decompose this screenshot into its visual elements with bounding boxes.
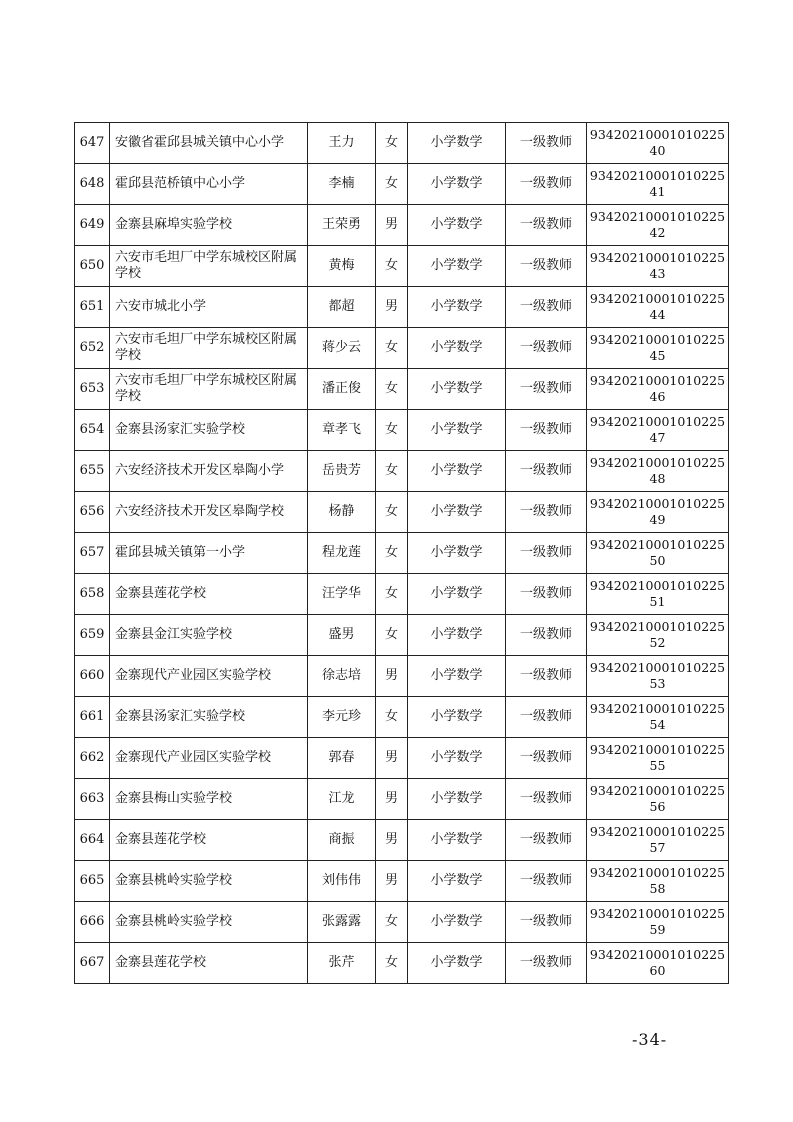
teacher-name-cell: 程龙莲	[308, 533, 376, 574]
subject-cell: 小学数学	[408, 574, 506, 615]
school-name-cell: 金寨县莲花学校	[110, 820, 308, 861]
professional-title-cell: 一级教师	[506, 656, 587, 697]
certificate-number-cell: 93420210001010225 55	[587, 738, 729, 779]
subject-cell: 小学数学	[408, 451, 506, 492]
teacher-name-cell: 章孝飞	[308, 410, 376, 451]
table-row	[75, 164, 729, 205]
school-name-cell: 霍邱县范桥镇中心小学	[110, 164, 308, 205]
subject-cell: 小学数学	[408, 615, 506, 656]
row-number-cell: 663	[75, 779, 110, 820]
teacher-name-cell: 刘伟伟	[308, 861, 376, 902]
certificate-number-cell: 93420210001010225 51	[587, 574, 729, 615]
row-number-cell: 657	[75, 533, 110, 574]
school-name-cell: 金寨现代产业园区实验学校	[110, 656, 308, 697]
professional-title-cell: 一级教师	[506, 861, 587, 902]
certificate-number-cell: 93420210001010225 44	[587, 287, 729, 328]
subject-cell: 小学数学	[408, 287, 506, 328]
subject-cell: 小学数学	[408, 164, 506, 205]
gender-cell: 女	[376, 697, 408, 738]
row-number-cell: 655	[75, 451, 110, 492]
gender-cell: 女	[376, 492, 408, 533]
subject-cell: 小学数学	[408, 697, 506, 738]
gender-cell: 男	[376, 779, 408, 820]
row-number-cell: 662	[75, 738, 110, 779]
teacher-name-cell: 商振	[308, 820, 376, 861]
gender-cell: 女	[376, 451, 408, 492]
row-number-cell: 654	[75, 410, 110, 451]
teacher-name-cell: 王荣勇	[308, 205, 376, 246]
teacher-name-cell: 李楠	[308, 164, 376, 205]
school-name-cell: 金寨县桃岭实验学校	[110, 902, 308, 943]
school-name-cell: 六安经济技术开发区皋陶小学	[110, 451, 308, 492]
school-name-cell: 安徽省霍邱县城关镇中心小学	[110, 123, 308, 164]
row-number-cell: 647	[75, 123, 110, 164]
teacher-name-cell: 蒋少云	[308, 328, 376, 369]
professional-title-cell: 一级教师	[506, 410, 587, 451]
professional-title-cell: 一级教师	[506, 697, 587, 738]
certificate-number-cell: 93420210001010225 48	[587, 451, 729, 492]
professional-title-cell: 一级教师	[506, 615, 587, 656]
professional-title-cell: 一级教师	[506, 451, 587, 492]
table-row	[75, 656, 729, 697]
school-name-cell: 金寨县莲花学校	[110, 943, 308, 984]
teacher-name-cell: 徐志培	[308, 656, 376, 697]
row-number-cell: 649	[75, 205, 110, 246]
subject-cell: 小学数学	[408, 369, 506, 410]
table-row	[75, 246, 729, 287]
row-number-cell: 656	[75, 492, 110, 533]
teacher-roster-table	[74, 122, 729, 984]
table-row	[75, 205, 729, 246]
table-row	[75, 943, 729, 984]
school-name-cell: 金寨县梅山实验学校	[110, 779, 308, 820]
school-name-cell: 金寨县汤家汇实验学校	[110, 410, 308, 451]
certificate-number-cell: 93420210001010225 41	[587, 164, 729, 205]
teacher-name-cell: 汪学华	[308, 574, 376, 615]
gender-cell: 女	[376, 902, 408, 943]
professional-title-cell: 一级教师	[506, 574, 587, 615]
gender-cell: 男	[376, 738, 408, 779]
certificate-number-cell: 93420210001010225 40	[587, 123, 729, 164]
subject-cell: 小学数学	[408, 861, 506, 902]
gender-cell: 女	[376, 943, 408, 984]
professional-title-cell: 一级教师	[506, 738, 587, 779]
certificate-number-cell: 93420210001010225 52	[587, 615, 729, 656]
certificate-number-cell: 93420210001010225 45	[587, 328, 729, 369]
gender-cell: 男	[376, 656, 408, 697]
table-row	[75, 287, 729, 328]
table-row	[75, 738, 729, 779]
gender-cell: 女	[376, 369, 408, 410]
subject-cell: 小学数学	[408, 902, 506, 943]
row-number-cell: 667	[75, 943, 110, 984]
row-number-cell: 650	[75, 246, 110, 287]
gender-cell: 男	[376, 861, 408, 902]
gender-cell: 女	[376, 123, 408, 164]
certificate-number-cell: 93420210001010225 60	[587, 943, 729, 984]
school-name-cell: 六安市毛坦厂中学东城校区附属学校	[110, 328, 308, 369]
professional-title-cell: 一级教师	[506, 779, 587, 820]
teacher-name-cell: 郭春	[308, 738, 376, 779]
gender-cell: 女	[376, 615, 408, 656]
gender-cell: 女	[376, 410, 408, 451]
subject-cell: 小学数学	[408, 205, 506, 246]
subject-cell: 小学数学	[408, 123, 506, 164]
school-name-cell: 金寨县金江实验学校	[110, 615, 308, 656]
certificate-number-cell: 93420210001010225 47	[587, 410, 729, 451]
professional-title-cell: 一级教师	[506, 369, 587, 410]
teacher-name-cell: 张芹	[308, 943, 376, 984]
row-number-cell: 664	[75, 820, 110, 861]
certificate-number-cell: 93420210001010225 43	[587, 246, 729, 287]
table-row	[75, 451, 729, 492]
table-row	[75, 492, 729, 533]
school-name-cell: 六安市毛坦厂中学东城校区附属学校	[110, 246, 308, 287]
row-number-cell: 652	[75, 328, 110, 369]
certificate-number-cell: 93420210001010225 42	[587, 205, 729, 246]
school-name-cell: 金寨现代产业园区实验学校	[110, 738, 308, 779]
gender-cell: 女	[376, 328, 408, 369]
subject-cell: 小学数学	[408, 410, 506, 451]
row-number-cell: 658	[75, 574, 110, 615]
subject-cell: 小学数学	[408, 246, 506, 287]
certificate-number-cell: 93420210001010225 57	[587, 820, 729, 861]
professional-title-cell: 一级教师	[506, 205, 587, 246]
teacher-name-cell: 盛男	[308, 615, 376, 656]
professional-title-cell: 一级教师	[506, 123, 587, 164]
table-row	[75, 369, 729, 410]
teacher-name-cell: 岳贵芳	[308, 451, 376, 492]
school-name-cell: 六安经济技术开发区皋陶学校	[110, 492, 308, 533]
school-name-cell: 金寨县桃岭实验学校	[110, 861, 308, 902]
table-row	[75, 410, 729, 451]
professional-title-cell: 一级教师	[506, 820, 587, 861]
professional-title-cell: 一级教师	[506, 902, 587, 943]
professional-title-cell: 一级教师	[506, 492, 587, 533]
certificate-number-cell: 93420210001010225 50	[587, 533, 729, 574]
school-name-cell: 金寨县汤家汇实验学校	[110, 697, 308, 738]
row-number-cell: 659	[75, 615, 110, 656]
table-row	[75, 902, 729, 943]
subject-cell: 小学数学	[408, 738, 506, 779]
certificate-number-cell: 93420210001010225 46	[587, 369, 729, 410]
subject-cell: 小学数学	[408, 820, 506, 861]
school-name-cell: 霍邱县城关镇第一小学	[110, 533, 308, 574]
table-row	[75, 615, 729, 656]
table-row	[75, 533, 729, 574]
professional-title-cell: 一级教师	[506, 164, 587, 205]
table-body	[75, 123, 729, 984]
row-number-cell: 666	[75, 902, 110, 943]
row-number-cell: 648	[75, 164, 110, 205]
gender-cell: 男	[376, 287, 408, 328]
subject-cell: 小学数学	[408, 779, 506, 820]
row-number-cell: 660	[75, 656, 110, 697]
table-row	[75, 820, 729, 861]
school-name-cell: 六安市城北小学	[110, 287, 308, 328]
certificate-number-cell: 93420210001010225 56	[587, 779, 729, 820]
subject-cell: 小学数学	[408, 328, 506, 369]
gender-cell: 女	[376, 574, 408, 615]
gender-cell: 女	[376, 533, 408, 574]
teacher-name-cell: 杨静	[308, 492, 376, 533]
table-row	[75, 328, 729, 369]
table-row	[75, 861, 729, 902]
table-row	[75, 779, 729, 820]
school-name-cell: 六安市毛坦厂中学东城校区附属学校	[110, 369, 308, 410]
gender-cell: 女	[376, 164, 408, 205]
row-number-cell: 653	[75, 369, 110, 410]
certificate-number-cell: 93420210001010225 53	[587, 656, 729, 697]
certificate-number-cell: 93420210001010225 59	[587, 902, 729, 943]
school-name-cell: 金寨县莲花学校	[110, 574, 308, 615]
teacher-name-cell: 黄梅	[308, 246, 376, 287]
table-row	[75, 697, 729, 738]
table-row	[75, 574, 729, 615]
certificate-number-cell: 93420210001010225 54	[587, 697, 729, 738]
school-name-cell: 金寨县麻埠实验学校	[110, 205, 308, 246]
gender-cell: 女	[376, 246, 408, 287]
row-number-cell: 665	[75, 861, 110, 902]
teacher-name-cell: 潘正俊	[308, 369, 376, 410]
subject-cell: 小学数学	[408, 943, 506, 984]
teacher-name-cell: 李元珍	[308, 697, 376, 738]
teacher-name-cell: 都超	[308, 287, 376, 328]
subject-cell: 小学数学	[408, 656, 506, 697]
teacher-name-cell: 江龙	[308, 779, 376, 820]
subject-cell: 小学数学	[408, 533, 506, 574]
professional-title-cell: 一级教师	[506, 943, 587, 984]
row-number-cell: 661	[75, 697, 110, 738]
professional-title-cell: 一级教师	[506, 246, 587, 287]
professional-title-cell: 一级教师	[506, 533, 587, 574]
table-row	[75, 123, 729, 164]
subject-cell: 小学数学	[408, 492, 506, 533]
professional-title-cell: 一级教师	[506, 328, 587, 369]
gender-cell: 男	[376, 820, 408, 861]
teacher-name-cell: 张露露	[308, 902, 376, 943]
page-number: -34-	[632, 1030, 668, 1049]
teacher-name-cell: 王力	[308, 123, 376, 164]
certificate-number-cell: 93420210001010225 58	[587, 861, 729, 902]
gender-cell: 男	[376, 205, 408, 246]
row-number-cell: 651	[75, 287, 110, 328]
professional-title-cell: 一级教师	[506, 287, 587, 328]
certificate-number-cell: 93420210001010225 49	[587, 492, 729, 533]
